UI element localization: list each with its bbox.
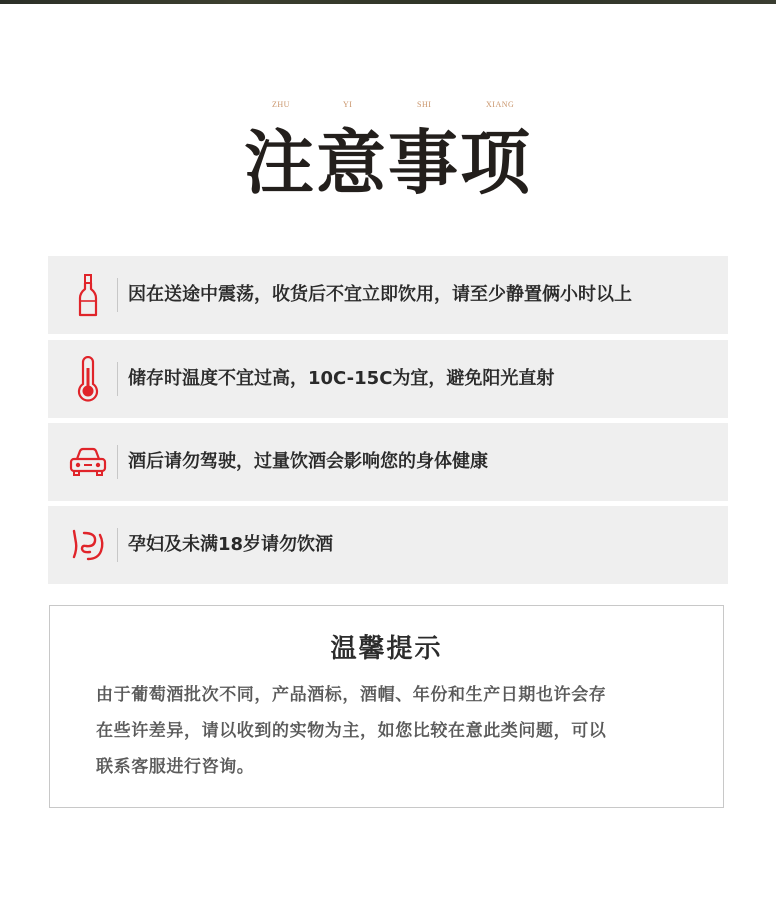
notice-text: 酒后请勿驾驶，过量饮酒会影响您的身体健康	[128, 451, 488, 472]
thermometer-icon	[66, 356, 110, 402]
warm-tips-title: 温馨提示	[330, 634, 443, 664]
pinyin-yi: YI	[343, 100, 353, 109]
warm-tips-line: 在些许差异，请以收到的实物为主，如您比较在意此类问题，可以	[96, 721, 607, 741]
warm-tips-box	[49, 605, 724, 808]
title-pinyin	[0, 100, 776, 112]
car-icon	[66, 439, 110, 485]
notice-divider	[117, 445, 118, 479]
wine-bottle-icon	[66, 272, 110, 318]
warm-tips-line: 联系客服进行咨询。	[96, 757, 255, 777]
pregnant-woman-icon	[66, 522, 110, 568]
page-title: 注意事项	[244, 121, 532, 204]
notice-item	[48, 256, 728, 334]
notice-item	[48, 423, 728, 501]
notice-divider	[117, 278, 118, 312]
notice-text: 孕妇及未满18岁请勿饮酒	[128, 534, 334, 555]
warm-tips-line: 由于葡萄酒批次不同，产品酒标，酒帽、年份和生产日期也许会存	[96, 685, 607, 705]
pinyin-shi: SHI	[417, 100, 432, 109]
pinyin-zhu: ZHU	[272, 100, 290, 109]
notice-item	[48, 506, 728, 584]
top-image-strip	[0, 0, 776, 4]
notice-text: 因在送途中震荡，收货后不宜立即饮用，请至少静置俩小时以上	[128, 284, 632, 305]
notice-divider	[117, 528, 118, 562]
notice-divider	[117, 362, 118, 396]
notice-item	[48, 340, 728, 418]
notice-text: 储存时温度不宜过高，10C-15C为宜，避免阳光直射	[128, 368, 555, 389]
pinyin-xiang: XIANG	[486, 100, 515, 109]
